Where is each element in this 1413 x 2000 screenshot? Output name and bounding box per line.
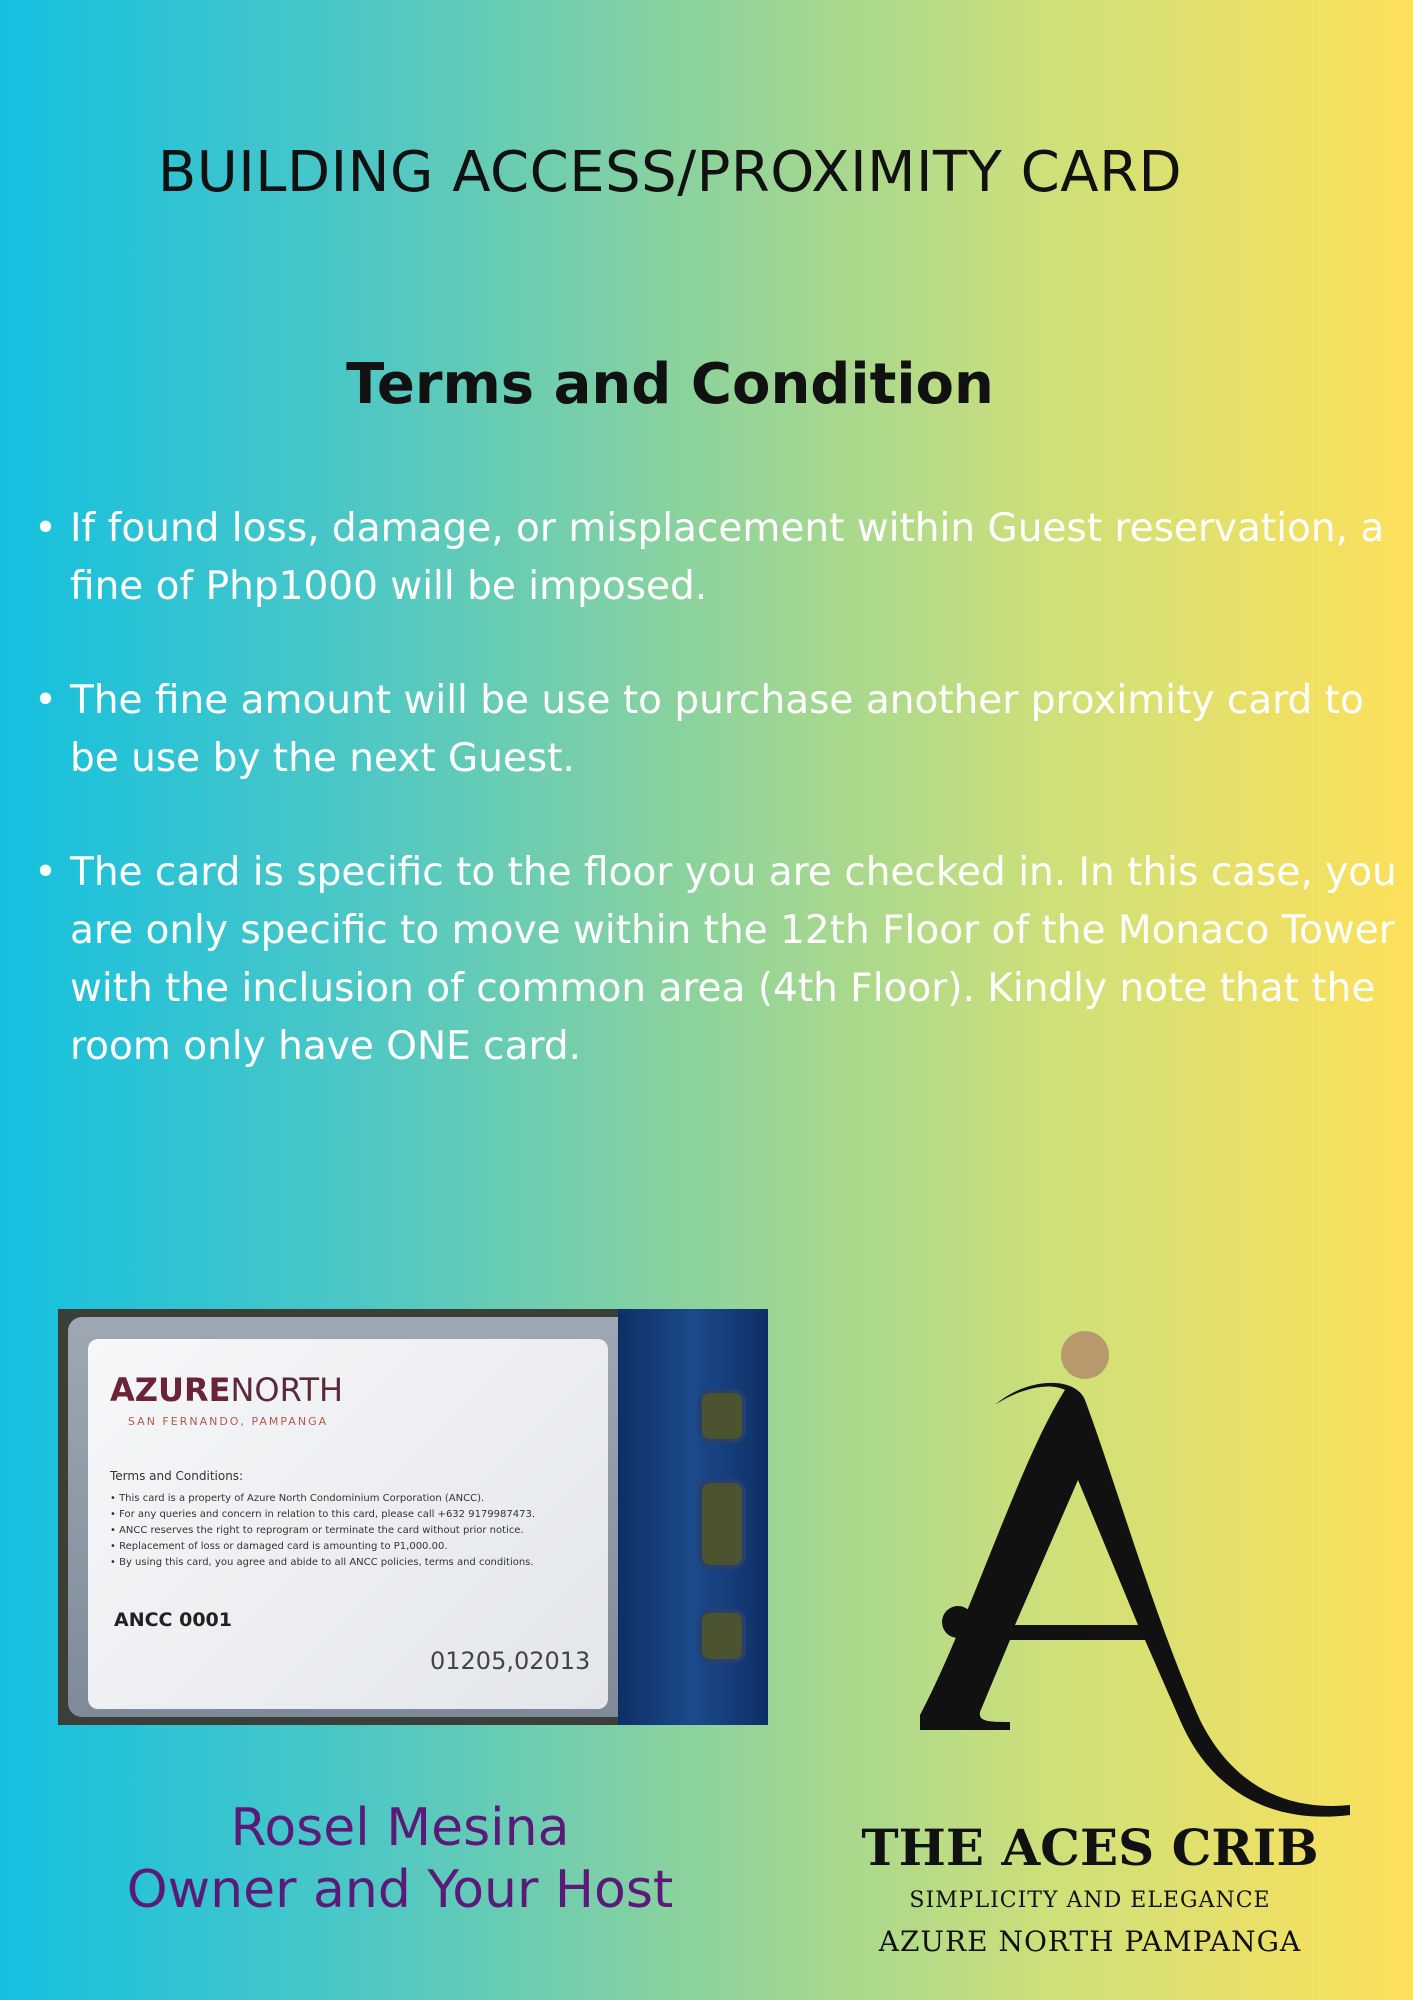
card-brand: AZURENORTH	[110, 1371, 344, 1409]
bullet-icon: •	[34, 678, 58, 723]
card-number: 01205,02013	[430, 1647, 591, 1675]
logo-dot-icon	[1061, 1331, 1109, 1379]
card-id: ANCC 0001	[114, 1609, 232, 1631]
access-card-photo	[58, 1309, 768, 1725]
strap-slot	[698, 1479, 746, 1569]
strap-slot	[698, 1609, 746, 1663]
terms-list	[30, 500, 1400, 1132]
page-title: BUILDING ACCESS/PROXIMITY CARD	[157, 140, 1183, 205]
terms-item-text: The fine amount will be use to purchase another proximity card to be use by the next Guest.	[70, 678, 1364, 781]
brand-location: AZURE NORTH PAMPANGA	[878, 1925, 1302, 1958]
card-terms-list	[110, 1491, 580, 1571]
bullet-icon: •	[34, 850, 58, 895]
terms-item	[30, 672, 1400, 788]
card-terms-item: • For any queries and concern in relation to this card, please call +632 9179987473.	[110, 1509, 536, 1520]
logo-letter-icon	[920, 1383, 1350, 1817]
host-role: Owner and Your Host	[126, 1860, 674, 1920]
terms-item	[30, 844, 1400, 1076]
card-location: SAN FERNANDO, PAMPANGA	[128, 1415, 329, 1428]
letter-a-logo-icon	[900, 1320, 1360, 1840]
strap-slot	[698, 1389, 746, 1443]
host-name: Rosel Mesina	[230, 1798, 570, 1858]
terms-item-text: If found loss, damage, or misplacement within Guest reservation, a fine of Php1000 will be imposed.	[70, 506, 1385, 609]
brand-name: THE ACES CRIB	[861, 1818, 1319, 1877]
card-terms-item: • ANCC reserves the right to reprogram or terminate the card without prior notice.	[110, 1525, 524, 1536]
bullet-icon: •	[34, 506, 58, 551]
section-heading: Terms and Condition	[346, 352, 994, 417]
card-terms-item: • Replacement of loss or damaged card is amounting to P1,000.00.	[110, 1541, 448, 1552]
card-terms-item: • By using this card, you agree and abide to all ANCC policies, terms and conditions.	[110, 1557, 534, 1568]
card-terms-item: • This card is a property of Azure North Condominium Corporation (ANCC).	[110, 1493, 485, 1504]
card-terms-title: Terms and Conditions:	[110, 1469, 244, 1483]
brand-tagline: SIMPLICITY AND ELEGANCE	[909, 1888, 1271, 1913]
terms-item	[30, 500, 1400, 616]
terms-item-text: The card is specific to the floor you are checked in. In this case, you are only specific to move within the 12th Floor of the Monaco Tower with the inclusion of common area (4th Floor). Kindly note that the room only have ONE card.	[70, 850, 1397, 1069]
